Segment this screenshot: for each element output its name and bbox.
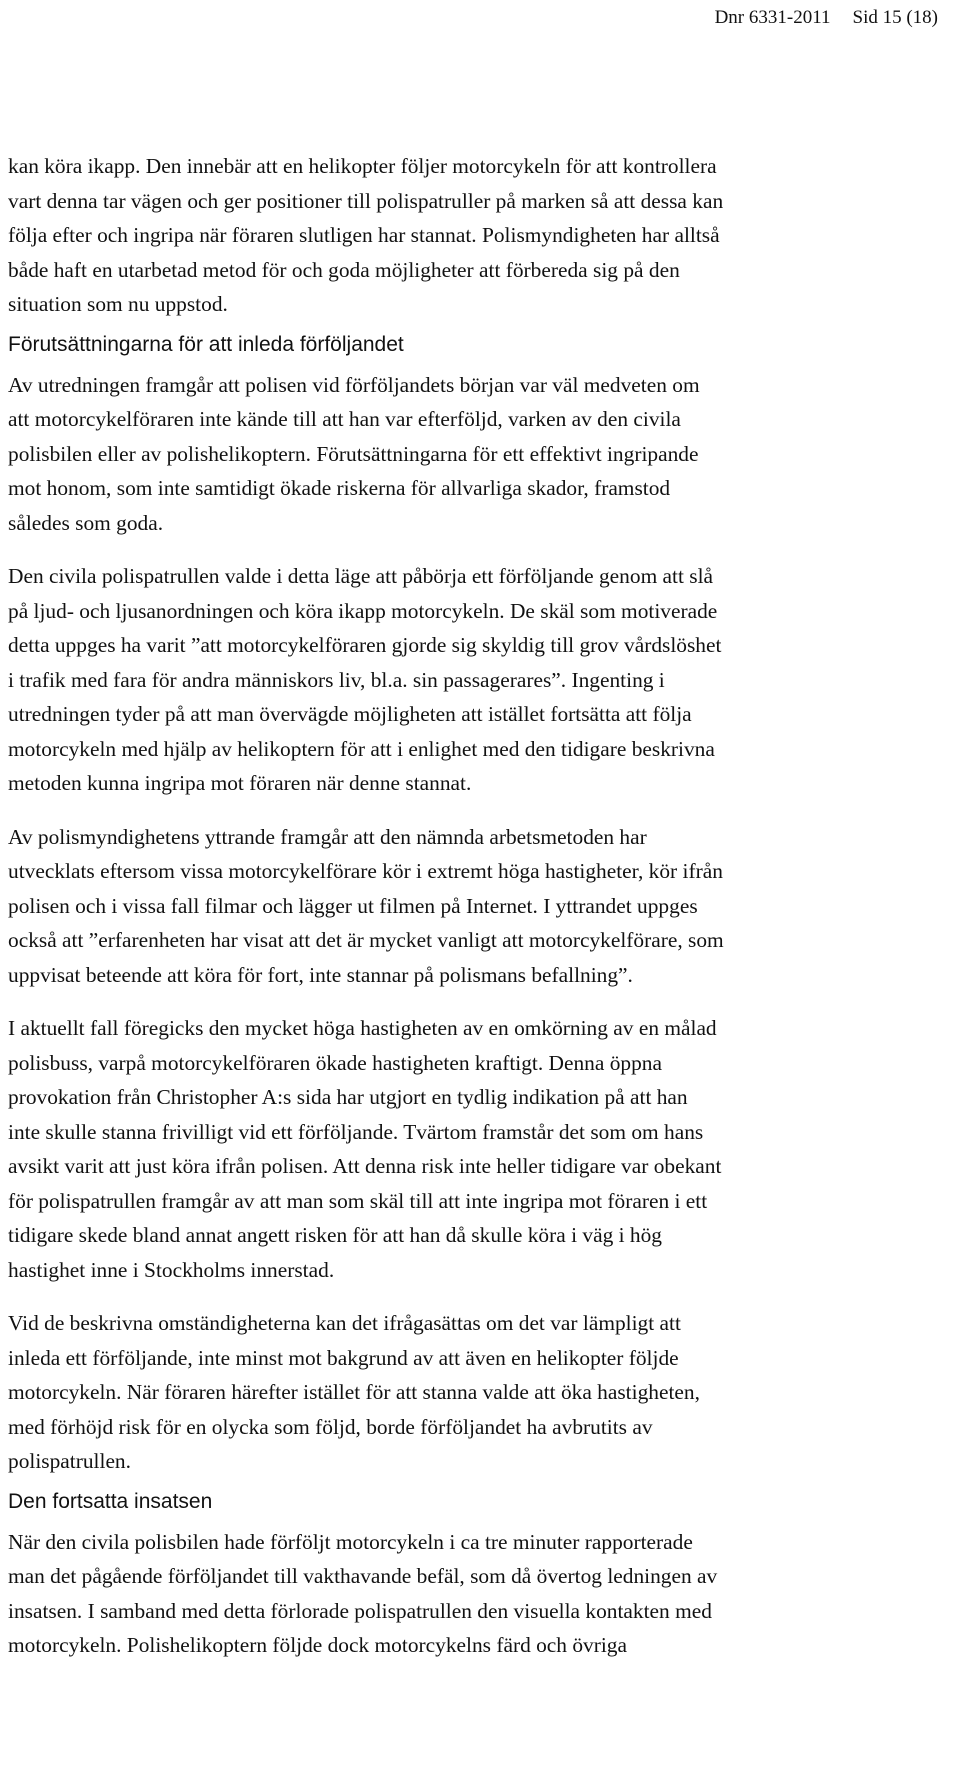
text-line: tidigare skede bland annat angett risken för att han då skulle köra i väg i hög (8, 1223, 662, 1247)
paragraph-2 (8, 368, 888, 541)
paragraph-6 (8, 1306, 888, 1479)
section-heading-prerequisites: Förutsättningarna för att inleda förföljandet (8, 332, 404, 356)
text-line: Av utredningen framgår att polisen vid förföljandets början var väl medveten om (8, 372, 700, 397)
text-line: inleda ett förföljande, inte minst mot bakgrund av att även en helikopter följde (8, 1345, 679, 1370)
text-line: I aktuellt fall föregicks den mycket höga hastigheten av en omkörning av en målad (8, 1016, 717, 1040)
text-line: insatsen. I samband med detta förlorade polispatrullen den visuella kontakten med (8, 1598, 712, 1623)
text-line: med förhöjd risk för en olycka som följd, borde förföljandet ha avbrutits av (8, 1414, 653, 1439)
text-line: motorcykeln med hjälp av helikoptern för att i enlighet med den tidigare beskrivna (8, 736, 715, 761)
text-line: motorcykeln. När föraren härefter istället för att stanna valde att öka hastigheten, (8, 1380, 700, 1404)
text-line: detta uppges ha varit ”att motorcykelföraren gjorde sig skyldig till grov vårdslöshet (8, 633, 722, 657)
text-line: Av polismyndighetens yttrande framgår att den nämnda arbetsmetoden har (8, 824, 647, 849)
text-line: Vid de beskrivna omständigheterna kan det ifrågasättas om det var lämpligt att (8, 1311, 681, 1335)
paragraph-3 (8, 559, 888, 801)
text-line: hastighet inne i Stockholms innerstad. (8, 1257, 335, 1282)
text-line: provokation från Christopher A:s sida har utgjort en tydlig indikation på att han (8, 1085, 688, 1109)
text-line: utredningen tyder på att man övervägde möjligheten att istället fortsätta att följa (8, 702, 692, 726)
text-line: man det pågående förföljandet till vakthavande befäl, som då övertog ledningen av (8, 1564, 718, 1588)
text-line: på ljud- och ljusanordningen och köra ikapp motorcykeln. De skäl som motiverade (8, 598, 718, 623)
text-line: inte skulle stanna frivilligt vid ett förföljande. Tvärtom framstår det som om hans (8, 1119, 704, 1144)
paragraph-7 (8, 1525, 888, 1663)
text-line: också att ”erfarenheten har visat att det är mycket vanligt att motorcykelförare, som (8, 928, 724, 952)
text-line: i trafik med fara för andra människors liv, bl.a. sin passagerares”. Ingenting i (8, 667, 665, 692)
paragraph-4 (8, 820, 888, 993)
document-number: Dnr 6331-2011 (714, 7, 831, 28)
text-line: När den civila polisbilen hade förföljt motorcykeln i ca tre minuter rapporterade (8, 1529, 693, 1554)
text-line: polispatrullen. (8, 1449, 131, 1473)
text-line: för polispatrullen framgår av att man som skäl till att inte ingripa mot föraren i ett (8, 1188, 708, 1213)
text-line: följa efter och ingripa när föraren slutligen har stannat. Polismyndigheten har alltså (8, 223, 720, 247)
text-line: polisen och i vissa fall filmar och lägger ut filmen på Internet. I yttrandet uppges (8, 893, 698, 918)
paragraph-1 (8, 149, 888, 322)
text-line: motorcykeln. Polishelikoptern följde dock motorcykelns färd och övriga (8, 1633, 627, 1657)
text-line: vart denna tar vägen och ger positioner till polispatruller på marken så att dessa kan (8, 188, 724, 213)
text-line: utvecklats eftersom vissa motorcykelförare kör i extremt höga hastigheter, kör ifrån (8, 859, 723, 883)
document-body (8, 149, 888, 1663)
section-heading-continued-operation: Den fortsatta insatsen (8, 1489, 213, 1513)
page-number: Sid 15 (18) (852, 7, 938, 28)
text-line: avsikt varit att just köra ifrån polisen. Att denna risk inte heller tidigare var obekant (8, 1154, 722, 1178)
text-line: kan köra ikapp. Den innebär att en helikopter följer motorcykeln för att kontrollera (8, 154, 717, 178)
text-line: Den civila polispatrullen valde i detta läge att påbörja ett förföljande genom att slå (8, 564, 714, 588)
text-line: både haft en utarbetad metod för och goda möjligheter att förbereda sig på den (8, 257, 680, 282)
text-line: mot honom, som inte samtidigt ökade riskerna för allvarliga skador, framstod (8, 476, 671, 500)
text-line: situation som nu uppstod. (8, 292, 228, 316)
text-line: att motorcykelföraren inte kände till att han var efterföljd, varken av den civila (8, 407, 681, 431)
text-line: polisbuss, varpå motorcykelföraren ökade hastigheten kraftigt. Denna öppna (8, 1050, 662, 1075)
page-header (715, 7, 938, 29)
text-line: således som goda. (8, 510, 164, 535)
text-line: metoden kunna ingripa mot föraren när denne stannat. (8, 771, 472, 795)
text-line: polisbilen eller av polishelikoptern. Förutsättningarna för ett effektivt ingripande (8, 441, 699, 466)
text-line: uppvisat beteende att köra för fort, inte stannar på polismans befallning”. (8, 962, 633, 987)
paragraph-5 (8, 1011, 888, 1287)
